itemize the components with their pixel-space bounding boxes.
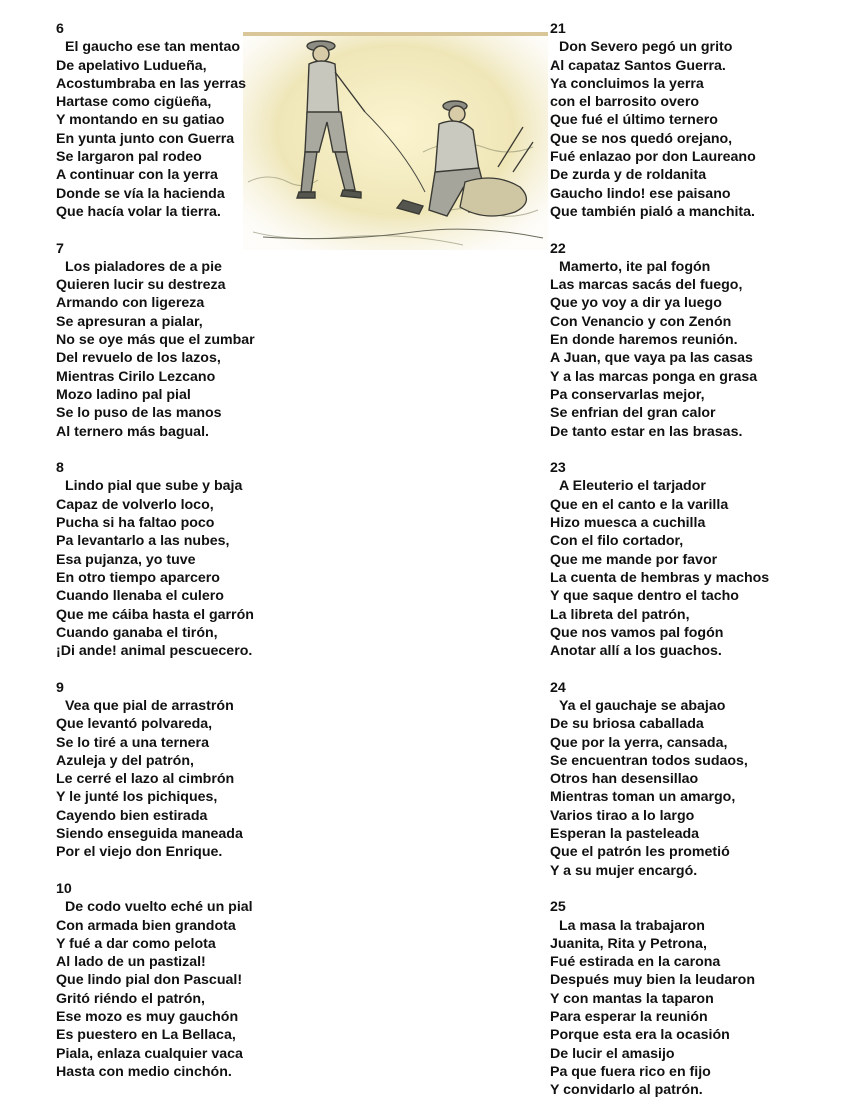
verse-line: Que me mande por favor: [550, 551, 718, 568]
verse-line: Que en el canto e la varilla: [550, 496, 729, 513]
stanza: [56, 880, 356, 1081]
verse-line: Y a las marcas ponga en grasa: [550, 368, 758, 385]
verse-line: Armando con ligereza: [56, 295, 205, 312]
verse-line: A Eleuterio el tarjador: [559, 478, 706, 495]
verse-line: Donde se vía la hacienda: [56, 185, 225, 202]
verse-line: Mientras Cirilo Lezcano: [56, 368, 216, 385]
verse-line: Gritó riéndo el patrón,: [56, 990, 205, 1007]
verse-line: Pa levantarlo a las nubes,: [56, 533, 230, 550]
verse-line: Se lo tiré a una ternera: [56, 734, 209, 751]
verse-line: En donde haremos reunión.: [550, 332, 738, 349]
verse-line: Y montando en su gatiao: [56, 112, 225, 129]
stanza-gap: [56, 221, 356, 239]
verse-line: Vea que pial de arrastrón: [65, 697, 234, 714]
verse-line: Esa pujanza, yo tuve: [56, 551, 196, 568]
verse-line: Y a su mujer encargó.: [550, 862, 698, 879]
verse-line: Cayendo bien estirada: [56, 807, 208, 824]
verse-line: Cuando llenaba el culero: [56, 588, 224, 605]
stanza-gap: [56, 441, 356, 459]
stanza-gap: [550, 221, 845, 239]
verse-line: Mozo ladino pal pial: [56, 386, 191, 403]
verse-line: Capaz de volverlo loco,: [56, 496, 214, 513]
right-column: [550, 20, 845, 1100]
verse-line: Con el filo cortador,: [550, 533, 684, 550]
verse-line: De apelativo Ludueña,: [56, 57, 207, 74]
verse-line: Pucha si ha faltao poco: [56, 515, 215, 532]
stanza: [56, 459, 356, 660]
verse-line: Piala, enlaza cualquier vaca: [56, 1045, 243, 1062]
verse-line: El gaucho ese tan mentao: [65, 39, 241, 56]
stanza-number: 9: [56, 679, 64, 696]
verse-line: Pa que fuera rico en fijo: [550, 1063, 711, 1080]
verse-line: Se largaron pal rodeo: [56, 149, 202, 166]
verse-line: Y que saque dentro el tacho: [550, 588, 739, 605]
stanza: [56, 679, 356, 862]
verse-line: Que se nos quedó orejano,: [550, 130, 733, 147]
verse-line: Azuleja y del patrón,: [56, 752, 194, 769]
stanza-number: 22: [550, 240, 566, 257]
verse-line: Se enfrian del gran calor: [550, 405, 716, 422]
verse-line: Que fué el último ternero: [550, 112, 718, 129]
left-column: [56, 20, 356, 1081]
verse-line: Lindo pial que sube y baja: [65, 478, 243, 495]
verse-line: Los pialadores de a pie: [65, 258, 222, 275]
verse-line: Pa conservarlas mejor,: [550, 386, 705, 403]
stanza-gap: [550, 880, 845, 898]
verse-line: Al capataz Santos Guerra.: [550, 57, 726, 74]
verse-line: Fué enlazao por don Laureano: [550, 149, 756, 166]
verse-line: Para esperar la reunión: [550, 1009, 708, 1026]
verse-line: Y fué a dar como pelota: [56, 935, 216, 952]
verse-line: Esperan la pasteleada: [550, 826, 700, 843]
verse-line: Que levantó polvareda,: [56, 716, 213, 733]
verse-line: Que hacía volar la tierra.: [56, 203, 221, 220]
verse-line: Las marcas sacás del fuego,: [550, 277, 743, 294]
stanza-number: 6: [56, 21, 64, 37]
verse-line: Mientras toman un amargo,: [550, 789, 736, 806]
verse-line: De tanto estar en las brasas.: [550, 423, 743, 440]
verse-line: Varios tirao a lo largo: [550, 807, 695, 824]
verse-line: Que yo voy a dir ya luego: [550, 295, 722, 312]
verse-line: Hasta con medio cinchón.: [56, 1063, 232, 1080]
stanza-gap: [56, 862, 356, 880]
stanza-gap: [550, 441, 845, 459]
verse-line: Con armada bien grandota: [56, 917, 236, 934]
verse-line: Y con mantas la taparon: [550, 990, 714, 1007]
verse-line: Por el viejo don Enrique.: [56, 844, 223, 861]
verse-line: Juanita, Rita y Petrona,: [550, 935, 707, 952]
verse-line: De su briosa caballada: [550, 716, 704, 733]
verse-line: De lucir el amasijo: [550, 1045, 675, 1062]
verse-line: Que también pialó a manchita.: [550, 203, 755, 220]
verse-line: Hizo muesca a cuchilla: [550, 515, 706, 532]
stanza: [550, 459, 845, 660]
verse-line: Ese mozo es muy gauchón: [56, 1009, 239, 1026]
verse-line: No se oye más que el zumbar: [56, 332, 255, 349]
verse-line: Quieren lucir su destreza: [56, 277, 226, 294]
stanza: [56, 20, 356, 221]
verse-line: A Juan, que vaya pa las casas: [550, 350, 753, 367]
stanza-number: 25: [550, 899, 566, 916]
stanza-number: 23: [550, 460, 566, 477]
verse-line: Cuando ganaba el tirón,: [56, 624, 218, 641]
stanza: [550, 898, 845, 1099]
verse-line: Siendo enseguida maneada: [56, 826, 243, 843]
verse-line: Hartase como cigüeña,: [56, 94, 212, 111]
verse-line: Que nos vamos pal fogón: [550, 624, 724, 641]
verse-line: Fué estirada en la carona: [550, 954, 721, 971]
verse-line: En yunta junto con Guerra: [56, 130, 235, 147]
verse-line: Don Severo pegó un grito: [559, 39, 733, 56]
verse-line: Ya concluimos la yerra: [550, 75, 704, 92]
verse-line: La cuenta de hembras y machos: [550, 569, 770, 586]
stanza-gap: [550, 660, 845, 678]
verse-line: Que me cáiba hasta el garrón: [56, 606, 254, 623]
verse-line: Al ternero más bagual.: [56, 423, 209, 440]
verse-line: Otros han desensillao: [550, 771, 699, 788]
verse-line: Es puestero en La Bellaca,: [56, 1027, 236, 1044]
verse-line: con el barrosito overo: [550, 94, 700, 111]
verse-line: Anotar allí a los guachos.: [550, 643, 722, 660]
verse-line: Se apresuran a pialar,: [56, 313, 203, 330]
verse-line: De zurda y de roldanita: [550, 167, 707, 184]
verse-line: Porque esta era la ocasión: [550, 1027, 730, 1044]
verse-line: Gaucho lindo! ese paisano: [550, 185, 731, 202]
verse-line: La libreta del patrón,: [550, 606, 690, 623]
stanza-number: 8: [56, 460, 64, 477]
verse-line: Mamerto, ite pal fogón: [559, 258, 711, 275]
verse-line: Que el patrón les prometió: [550, 844, 730, 861]
stanza-number: 24: [550, 679, 566, 696]
verse-line: Y le junté los pichiques,: [56, 789, 218, 806]
verse-line: Se encuentran todos sudaos,: [550, 752, 748, 769]
verse-line: Al lado de un pastizal!: [56, 954, 206, 971]
verse-line: Que lindo pial don Pascual!: [56, 972, 243, 989]
verse-line: Del revuelo de los lazos,: [56, 350, 221, 367]
verse-line: A continuar con la yerra: [56, 167, 218, 184]
stanza: [550, 20, 845, 221]
verse-line: Se lo puso de las manos: [56, 405, 222, 422]
verse-line: Acostumbraba en las yerras: [56, 75, 247, 92]
verse-line: Con Venancio y con Zenón: [550, 313, 732, 330]
verse-line: Ya el gauchaje se abajao: [559, 697, 726, 714]
verse-line: De codo vuelto eché un pial: [65, 899, 253, 916]
verse-line: La masa la trabajaron: [559, 917, 705, 934]
verse-line: Le cerré el lazo al cimbrón: [56, 771, 235, 788]
stanza: [550, 240, 845, 441]
stanza: [550, 679, 845, 880]
stanza-number: 21: [550, 21, 566, 37]
stanza-number: 7: [56, 240, 64, 257]
verse-line: Que por la yerra, cansada,: [550, 734, 728, 751]
stanza: [56, 240, 356, 441]
verse-line: Después muy bien la leudaron: [550, 972, 755, 989]
stanza-gap: [56, 660, 356, 678]
verse-line: Y convidarlo al patrón.: [550, 1082, 703, 1099]
verse-line: ¡Di ande! animal pescuecero.: [56, 643, 253, 660]
stanza-number: 10: [56, 880, 72, 897]
verse-line: En otro tiempo aparcero: [56, 569, 220, 586]
